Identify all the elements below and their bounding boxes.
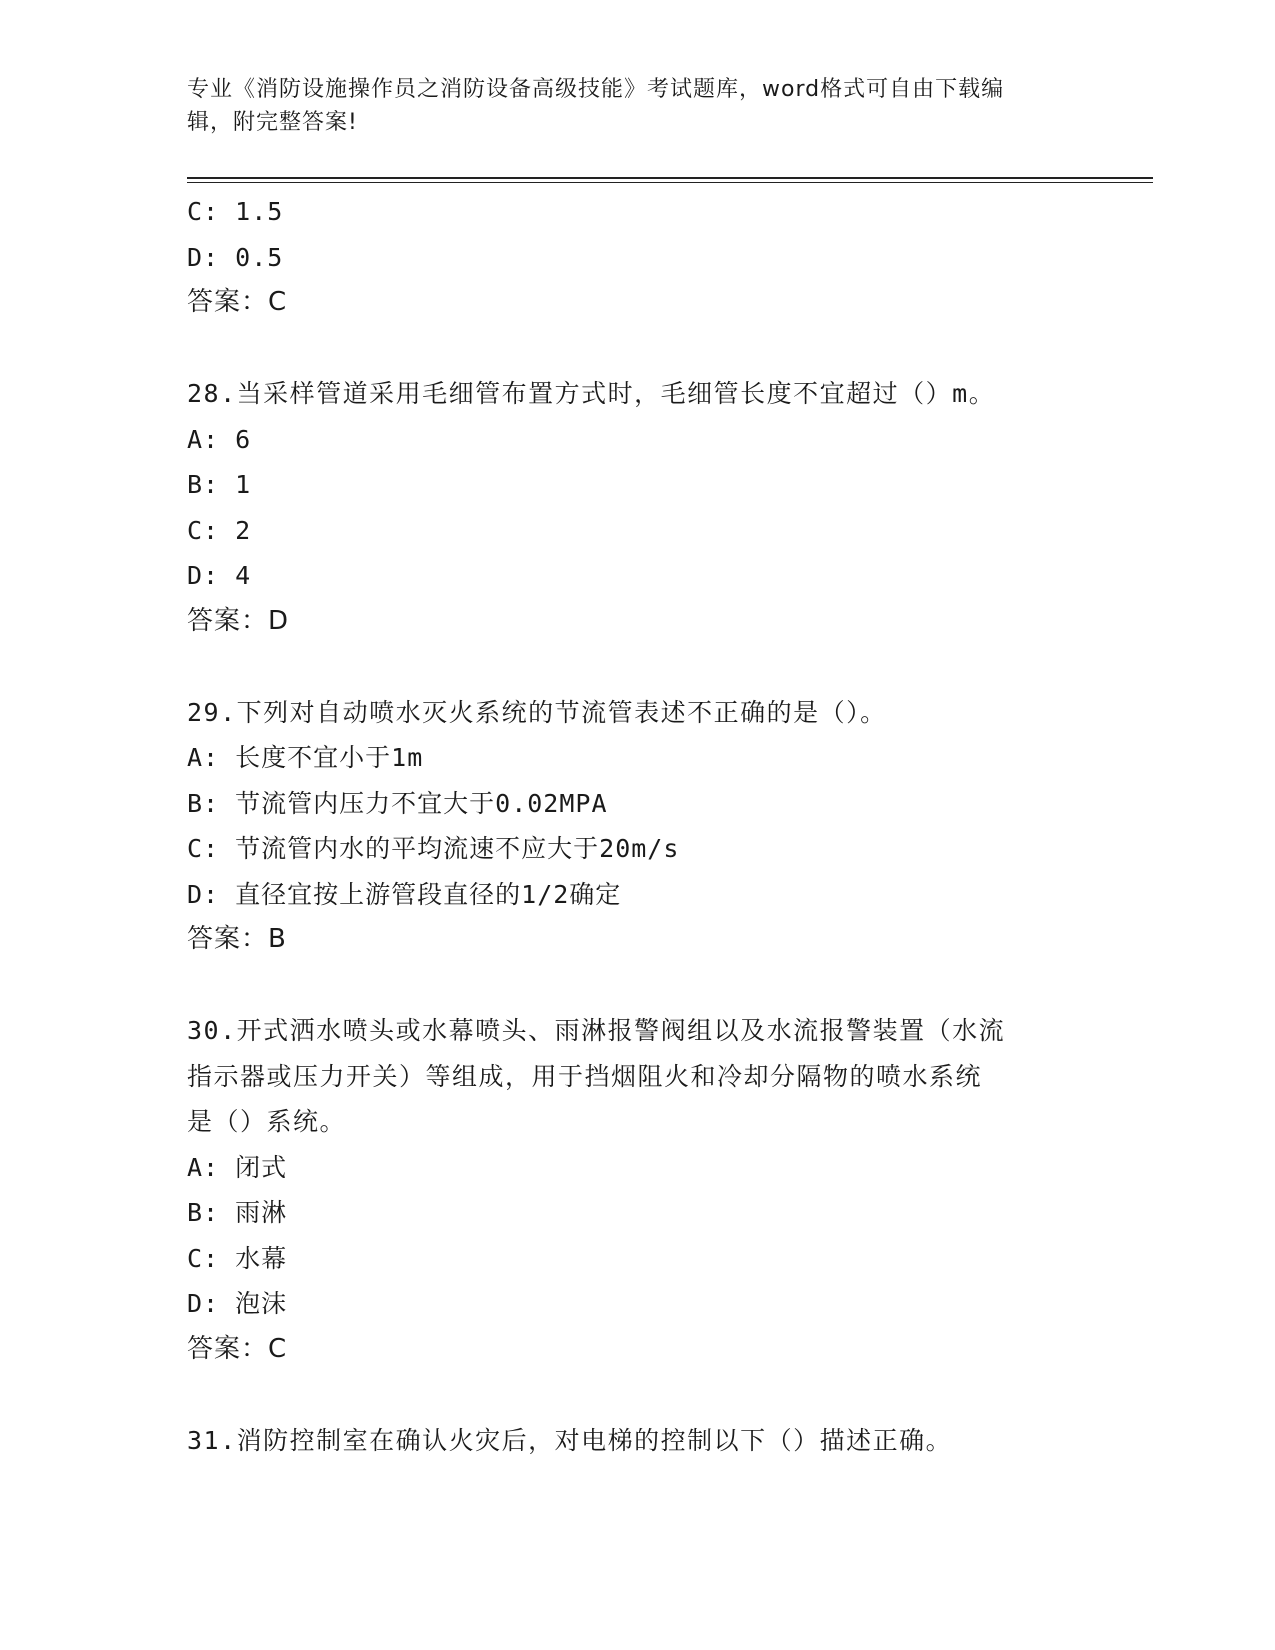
question-stem-line-2: 指示器或压力开关）等组成，用于挡烟阻火和冷却分隔物的喷水系统 <box>187 1061 983 1091</box>
question-block-28 <box>187 371 1087 644</box>
option-c: C: 节流管内水的平均流速不应大于20m/s <box>187 834 680 863</box>
answer-line: 答案：B <box>187 924 287 954</box>
header-line-2: 辑，附完整答案! <box>187 110 358 135</box>
answer-line: 答案：C <box>187 287 288 317</box>
option-d: D: 4 <box>187 561 252 590</box>
option-a: A: 闭式 <box>187 1152 288 1182</box>
answer-line: 答案：D <box>187 605 290 636</box>
question-stem: 29.下列对自动喷水灭火系统的节流管表述不正确的是（）。 <box>187 697 887 727</box>
question-stem: 31.消防控制室在确认火灾后，对电梯的控制以下（）描述正确。 <box>187 1425 953 1455</box>
question-block-30 <box>187 1008 1087 1372</box>
option-d: D: 直径宜按上游管段直径的1/2确定 <box>187 879 622 909</box>
question-stem-line-1: 30.开式洒水喷头或水幕喷头、雨淋报警阀组以及水流报警装置（水流 <box>187 1016 1006 1045</box>
option-c: C: 水幕 <box>187 1243 288 1273</box>
option-b: B: 雨淋 <box>187 1198 288 1227</box>
question-list <box>187 189 1087 1463</box>
document-header <box>187 73 1067 139</box>
option-a: A: 长度不宜小于1m <box>187 743 424 772</box>
option-d: D: 泡沫 <box>187 1289 288 1318</box>
option-c: C: 2 <box>187 515 252 545</box>
option-a: A: 6 <box>187 424 252 454</box>
question-stem: 28.当采样管道采用毛细管布置方式时，毛细管长度不宜超过（）m。 <box>187 379 996 408</box>
option-c: C: 1.5 <box>187 197 284 226</box>
header-rule-thin <box>187 182 1153 183</box>
question-block-prev <box>187 189 1087 326</box>
answer-line: 答案：C <box>187 1333 288 1364</box>
question-stem-line-3: 是（）系统。 <box>187 1107 347 1136</box>
question-block-31 <box>187 1418 1087 1464</box>
header-line-1: 专业《消防设施操作员之消防设备高级技能》考试题库，word格式可自由下载编 <box>187 77 1005 102</box>
option-d: D: 0.5 <box>187 242 284 272</box>
option-b: B: 节流管内压力不宜大于0.02MPA <box>187 788 608 818</box>
question-block-29 <box>187 690 1087 963</box>
header-rule-thick <box>187 177 1153 179</box>
option-b: B: 1 <box>187 470 252 499</box>
